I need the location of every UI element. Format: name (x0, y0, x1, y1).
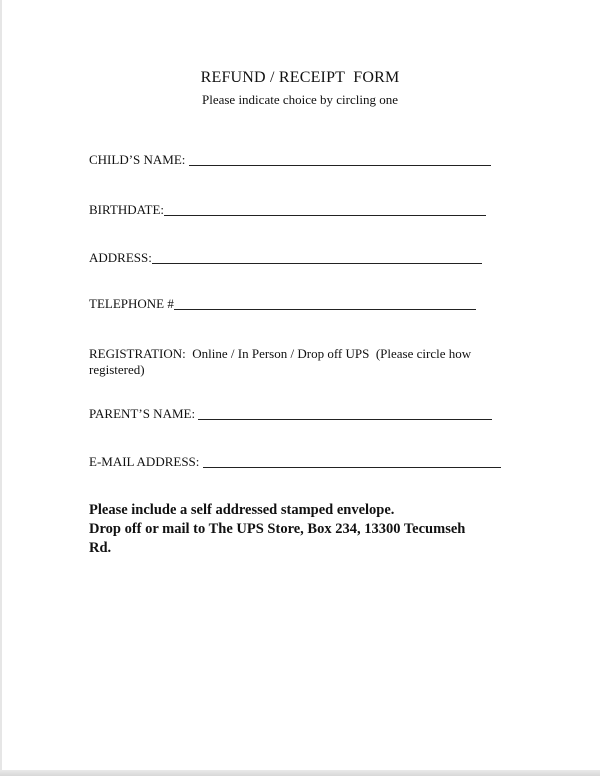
child-name-field (89, 152, 491, 168)
registration-line-2: registered) (89, 362, 145, 377)
birthdate-label: BIRTHDATE: (89, 202, 165, 217)
birthdate-blank[interactable] (164, 203, 486, 216)
envelope-notice (89, 501, 529, 558)
address-label: ADDRESS: (89, 250, 152, 265)
child-name-blank[interactable] (189, 153, 491, 166)
form-title: REFUND / RECEIPT FORM (200, 69, 400, 86)
email-label: E-MAIL ADDRESS: (89, 454, 203, 469)
birthdate-field (89, 202, 486, 218)
telephone-blank[interactable] (174, 297, 476, 310)
address-field (89, 250, 482, 266)
registration-field (89, 346, 509, 378)
email-blank[interactable] (203, 455, 501, 468)
notice-line-3: Rd. (89, 540, 112, 556)
telephone-field (89, 296, 476, 312)
address-blank[interactable] (152, 251, 482, 264)
email-field (89, 454, 501, 470)
notice-line-2: Drop off or mail to The UPS Store, Box 234, 13300 Tecumseh (89, 521, 466, 537)
page-bottom-edge (0, 770, 600, 776)
parent-name-field (89, 406, 492, 422)
notice-line-1: Please include a self addressed stamped envelope. (89, 502, 395, 518)
parent-name-blank[interactable] (198, 407, 492, 420)
page-left-edge (0, 0, 2, 776)
form-subtitle: Please indicate choice by circling one (201, 92, 398, 107)
parent-name-label: PARENT’S NAME: (89, 406, 199, 421)
telephone-label: TELEPHONE # (89, 296, 174, 311)
registration-line-1: REGISTRATION: Online / In Person / Drop off UPS (Please circle how (89, 346, 472, 361)
child-name-label: CHILD’S NAME: (89, 152, 189, 167)
